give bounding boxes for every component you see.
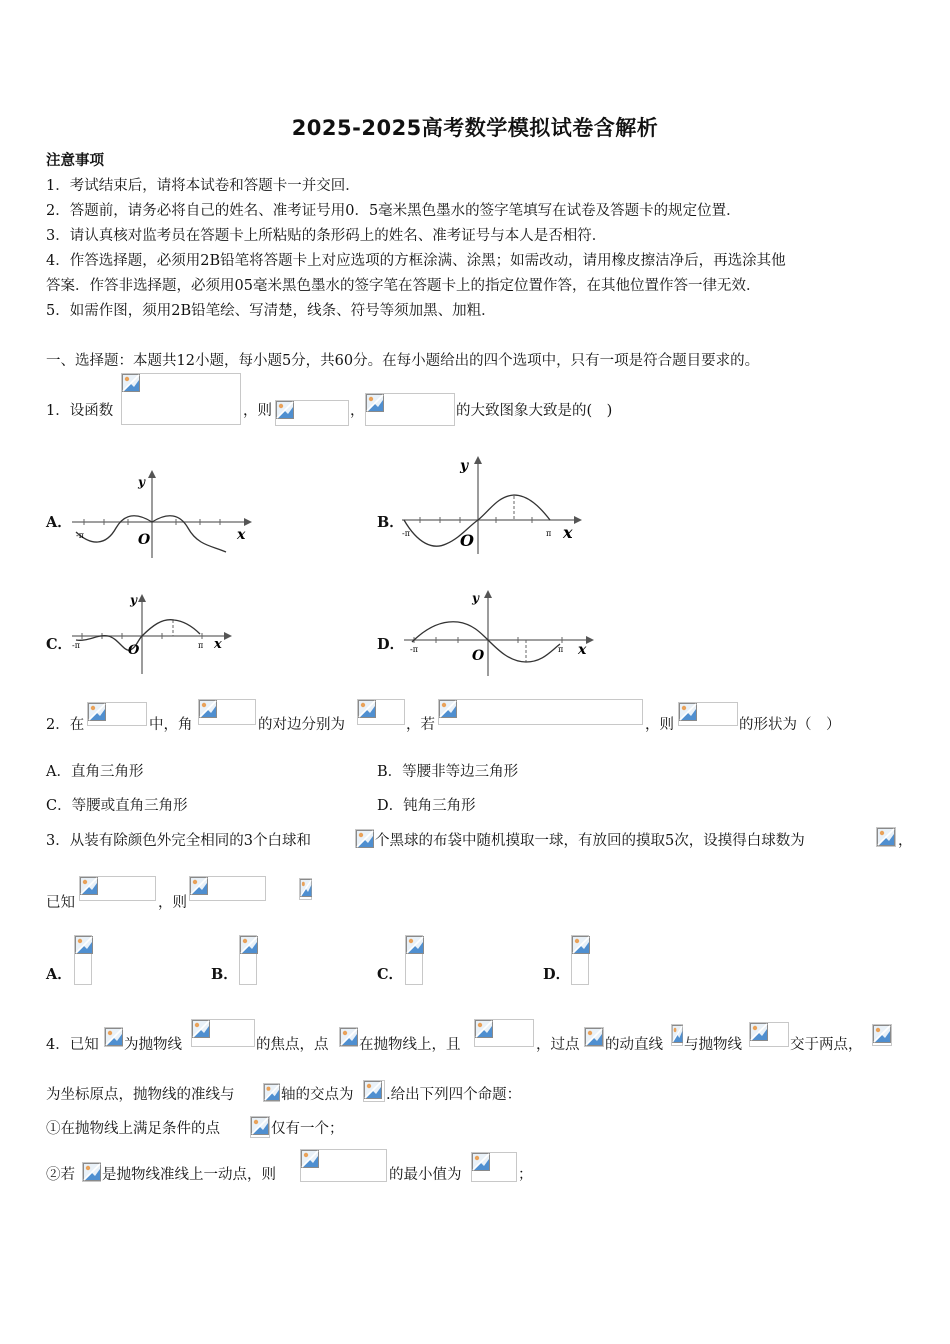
broken-image-icon <box>264 1084 280 1101</box>
q1-option-b-label: B． <box>377 514 404 531</box>
q4-text-5: ，过点 <box>536 1037 580 1053</box>
formula-image <box>121 373 241 425</box>
graph-x-label: x <box>237 527 246 543</box>
q4-statement-2d: ； <box>518 1167 533 1183</box>
graph-origin-label: O <box>460 531 474 550</box>
formula-image <box>471 1152 517 1182</box>
graph-y-label: y <box>472 591 479 605</box>
formula-image <box>339 1027 358 1047</box>
formula-image <box>104 1027 123 1047</box>
broken-image-icon <box>572 936 590 954</box>
page-title: 2025-2025高考数学模拟试卷含解析 <box>291 116 659 140</box>
q3-option-d-label: D． <box>543 966 571 983</box>
formula-image <box>74 935 92 985</box>
q2-text-6: 的形状为（ ） <box>739 717 841 733</box>
q4-text-10: 轴的交点为 <box>281 1087 354 1103</box>
q3-text-2: 个黑球的布袋中随机摸取一球，有放回的摸取5次，设摸得白球数为 <box>375 833 805 849</box>
q4-text-6: 的动直线 <box>605 1037 663 1053</box>
q1-option-c-label: C． <box>46 636 73 653</box>
formula-image <box>749 1022 789 1047</box>
broken-image-icon <box>300 879 312 897</box>
formula-image <box>405 935 423 985</box>
q2-text-3: 的对边分别为 <box>258 717 345 733</box>
q4-statement-2c: 的最小值为 <box>389 1167 462 1183</box>
formula-image <box>363 1080 385 1102</box>
notice-item: 4．作答选择题，必须用2B铅笔将答题卡上对应选项的方框涂满、涂黑；如需改动，请用橡皮擦洁净后，再选涂其他 <box>46 253 786 269</box>
formula-image <box>87 702 147 726</box>
broken-image-icon <box>122 374 140 392</box>
formula-image <box>263 1083 280 1102</box>
broken-image-icon <box>190 877 208 895</box>
broken-image-icon <box>251 1117 269 1135</box>
broken-image-icon <box>877 828 895 846</box>
formula-image <box>357 699 405 725</box>
section-heading: 一、选择题：本题共12小题，每小题5分，共60分。在每小题给出的四个选项中，只有一项是符合题目要求的。 <box>46 353 760 369</box>
graph-pi-label: π <box>558 645 564 654</box>
q4-text-2: 为抛物线 <box>124 1037 182 1053</box>
graph-option-d <box>400 586 600 678</box>
graph-option-c <box>68 590 238 676</box>
q1-text-3: ， <box>350 403 365 419</box>
notice-item: 2．答题前，请务必将自己的姓名、准考证号用0．5毫米黑色墨水的签字笔填写在试卷及答题卡的规定位置． <box>46 203 741 219</box>
broken-image-icon <box>679 703 697 721</box>
formula-image <box>189 876 266 901</box>
q4-statement-1a: ①在抛物线上满足条件的点 <box>46 1121 220 1137</box>
broken-image-icon <box>873 1025 891 1043</box>
formula-image <box>198 699 256 725</box>
notice-heading: 注意事项 <box>46 152 104 169</box>
broken-image-icon <box>80 877 98 895</box>
q3-text-4: 已知 <box>46 895 75 911</box>
formula-image <box>300 1149 387 1182</box>
q1-text-2: ，则 <box>243 403 272 419</box>
graph-neg-pi-label: -π <box>402 529 410 538</box>
q4-text-11: .给出下列四个命题： <box>386 1087 522 1103</box>
broken-image-icon <box>301 1150 319 1168</box>
q4-text-1: 4．已知 <box>46 1037 99 1053</box>
formula-image <box>872 1024 892 1046</box>
q4-statement-1b: 仅有一个； <box>271 1121 344 1137</box>
broken-image-icon <box>340 1028 358 1046</box>
q2-text-5: ，则 <box>645 717 674 733</box>
q4-text-9: 为坐标原点，抛物线的准线与 <box>46 1087 235 1103</box>
broken-image-icon <box>88 703 106 721</box>
broken-image-icon <box>364 1081 382 1099</box>
q2-option-b: B．等腰非等边三角形 <box>377 764 519 780</box>
q4-text-3: 的焦点，点 <box>256 1037 329 1053</box>
formula-image <box>79 876 156 901</box>
broken-image-icon <box>105 1028 123 1046</box>
broken-image-icon <box>356 830 374 848</box>
broken-image-icon <box>366 394 384 412</box>
formula-image <box>239 935 257 985</box>
broken-image-icon <box>240 936 258 954</box>
graph-origin-label: O <box>138 532 151 548</box>
formula-image <box>191 1019 255 1047</box>
formula-image <box>678 702 738 726</box>
broken-image-icon <box>83 1163 101 1181</box>
broken-image-icon <box>750 1023 768 1041</box>
broken-image-icon <box>75 936 93 954</box>
broken-image-icon <box>406 936 424 954</box>
formula-image <box>365 393 455 426</box>
graph-neg-pi-label: -π <box>76 531 84 540</box>
formula-image <box>671 1024 683 1046</box>
q2-option-c: C．等腰或直角三角形 <box>46 798 188 814</box>
graph-y-label: y <box>460 458 469 474</box>
formula-image <box>571 935 589 985</box>
notice-item: 答案．作答非选择题，必须用05毫米黑色墨水的签字笔在答题卡上的指定位置作答，在其他位置作答一律无效． <box>46 278 761 294</box>
q4-text-7: 与抛物线 <box>684 1037 742 1053</box>
q4-statement-2a: ②若 <box>46 1167 75 1183</box>
formula-image <box>275 400 349 426</box>
formula-image <box>474 1019 534 1047</box>
graph-origin-label: O <box>128 643 140 658</box>
broken-image-icon <box>439 700 457 718</box>
graph-y-label: y <box>130 593 137 607</box>
q4-text-4: 在抛物线上，且 <box>359 1037 461 1053</box>
notice-item: 1．考试结束后，请将本试卷和答题卡一并交回． <box>46 178 360 194</box>
broken-image-icon <box>358 700 376 718</box>
broken-image-icon <box>199 700 217 718</box>
graph-x-label: x <box>563 523 573 542</box>
q2-option-a: A．直角三角形 <box>46 764 144 780</box>
q4-statement-2b: 是抛物线准线上一动点，则 <box>102 1167 276 1183</box>
graph-option-b <box>398 452 588 558</box>
q2-text-4: ，若 <box>406 717 435 733</box>
graph-origin-label: O <box>472 648 485 664</box>
graph-neg-pi-label: -π <box>410 645 418 654</box>
formula-image <box>584 1027 604 1047</box>
q3-option-b-label: B． <box>211 966 238 983</box>
q3-text-1: 3．从装有除颜色外完全相同的3个白球和 <box>46 833 311 849</box>
graph-pi-label: π <box>198 641 204 650</box>
q2-text-1: 2．在 <box>46 717 85 733</box>
formula-image <box>299 878 312 900</box>
q3-option-c-label: C． <box>377 966 404 983</box>
q2-text-2: 中，角 <box>149 717 193 733</box>
graph-x-label: x <box>578 642 587 658</box>
q3-text-5: ，则 <box>158 895 187 911</box>
formula-image <box>876 827 896 847</box>
notice-item: 5．如需作图，须用2B铅笔绘、写清楚，线条、符号等须加黑、加粗． <box>46 303 496 319</box>
broken-image-icon <box>192 1020 210 1038</box>
q1-text-4: 的大致图象大致是的( ) <box>456 403 613 419</box>
q2-option-d: D．钝角三角形 <box>377 798 476 814</box>
q1-option-d-label: D． <box>377 636 405 653</box>
formula-image <box>438 699 643 725</box>
q4-text-8: 交于两点， <box>790 1037 863 1053</box>
q3-text-3: ， <box>898 833 913 849</box>
notice-item: 3．请认真核对监考员在答题卡上所粘贴的条形码上的姓名、准考证号与本人是否相符． <box>46 228 607 244</box>
broken-image-icon <box>472 1153 490 1171</box>
broken-image-icon <box>585 1028 603 1046</box>
graph-y-label: y <box>138 475 145 489</box>
formula-image <box>82 1162 101 1182</box>
graph-option-a <box>66 466 256 562</box>
q1-option-a-label: A． <box>46 514 72 531</box>
broken-image-icon <box>475 1020 493 1038</box>
broken-image-icon <box>672 1025 683 1043</box>
formula-image <box>250 1116 270 1138</box>
formula-image <box>355 829 374 848</box>
graph-pi-label: π <box>546 529 552 538</box>
graph-neg-pi-label: -π <box>72 641 80 650</box>
q1-text-1: 1．设函数 <box>46 403 114 419</box>
graph-x-label: x <box>214 637 222 652</box>
q3-option-a-label: A． <box>46 966 72 983</box>
broken-image-icon <box>276 401 294 419</box>
